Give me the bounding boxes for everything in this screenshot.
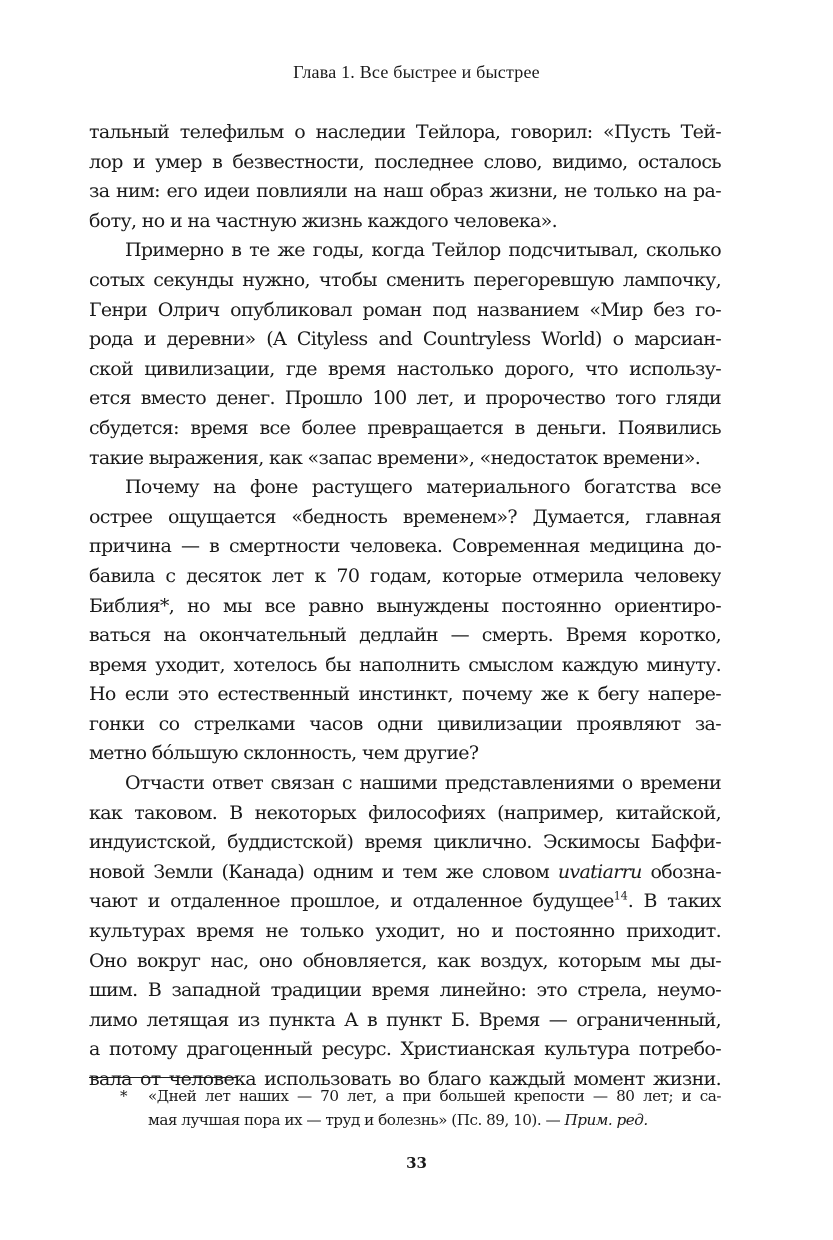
text-line: такие выражения, как «запас времени», «недостаток времени».	[89, 446, 701, 469]
text-line: сотых секунды нужно, чтобы сменить перегоревшую лампочку,	[89, 268, 721, 291]
footnote-marker: *	[120, 1087, 128, 1105]
footnote	[89, 1084, 721, 1132]
page-number: 33	[406, 1154, 427, 1172]
text-line: за ним: его идеи повлияли на наш образ жизни, не только на ра-	[89, 180, 721, 203]
text-line: ется вместо денег. Прошло 100 лет, и пророчество того гляди	[89, 387, 721, 410]
text-line: сбудется: время все более превращается в деньги. Появились	[89, 416, 721, 439]
body-text	[89, 118, 721, 1095]
text-line: тальный телефильм о наследии Тейлора, говорил: «Пусть Тей-	[89, 121, 721, 143]
italic-term: uvatiarru	[557, 860, 642, 883]
text-segment: . В таких	[627, 890, 721, 913]
running-head: Глава 1. Все быстрее и быстрее	[293, 62, 540, 82]
text-line: индуистской, буддистской) время циклично. Эскимосы Баффи-	[89, 831, 721, 854]
text-line: рода и деревни» (A Cityless and Countryless World) о марсиан-	[89, 328, 721, 351]
text-line: лимо летящая из пункта А в пункт Б. Время — ограниченный,	[89, 1008, 721, 1031]
text-line	[89, 858, 721, 888]
text-line: гонки со стрелками часов одни цивилизации проявляют за-	[89, 712, 721, 735]
text-line: культурах время не только уходит, но и постоянно приходит.	[89, 920, 721, 943]
footnote-divider	[89, 1077, 237, 1078]
text-line: Примерно в те же годы, когда Тейлор подсчитывал, сколько	[125, 239, 721, 262]
text-line: лор и умер в безвестности, последнее слово, видимо, осталось	[89, 150, 721, 173]
text-line: а потому драгоценный ресурс. Христианская культура потребо-	[89, 1038, 721, 1061]
text-line: вала от человека использовать во благо каждый момент жизни.	[89, 1068, 721, 1090]
text-line	[89, 887, 721, 917]
footnote-text: мая лучшая пора их — труд и болезнь» (Пс. 89, 10). —	[148, 1111, 565, 1129]
text-line: бавила с десяток лет к 70 годам, которые отмерила человеку	[89, 564, 721, 587]
text-line: Библия*, но мы все равно вынуждены постоянно ориентиро-	[89, 594, 721, 617]
text-line: как таковом. В некоторых философиях (например, китайской,	[89, 801, 721, 824]
text-line: Оно вокруг нас, оно обновляется, как воздух, которым мы ды-	[89, 949, 721, 972]
text-line: Генри Олрич опубликовал роман под названием «Мир без го-	[89, 298, 721, 321]
text-line: ской цивилизации, где время настолько дорого, что использу-	[89, 357, 721, 380]
text-line: причина — в смертности человека. Современная медицина до-	[89, 535, 721, 558]
text-line: боту, но и на частную жизнь каждого человека».	[89, 209, 558, 232]
text-line: метно бóльшую склонность, чем другие?	[89, 742, 479, 765]
text-segment: обозна-	[641, 860, 721, 883]
text-line: ваться на окончательный дедлайн — смерть. Время коротко,	[89, 624, 721, 647]
text-line: Почему на фоне растущего материального богатства все	[125, 476, 721, 499]
text-line: шим. В западной традиции время линейно: это стрела, неумо-	[89, 979, 721, 1002]
footnote-line: «Дней лет наших — 70 лет, а при большей крепости — 80 лет; и са-	[148, 1087, 721, 1105]
text-line: Но если это естественный инстинкт, почему же к бегу напере-	[89, 683, 721, 706]
footnote-line	[148, 1108, 721, 1132]
editor-note: Прим. ред.	[564, 1111, 648, 1129]
text-line: время уходит, хотелось бы наполнить смыслом каждую минуту.	[89, 653, 721, 676]
endnote-reference[interactable]: 14	[613, 890, 628, 904]
text-line: острее ощущается «бедность временем»? Думается, главная	[89, 505, 721, 528]
text-segment: новой Земли (Канада) одним и тем же словом	[89, 860, 558, 883]
text-segment: чают и отдаленное прошлое, и отдаленное будущее	[89, 890, 614, 913]
text-line: Отчасти ответ связан с нашими представлениями о времени	[125, 772, 721, 795]
